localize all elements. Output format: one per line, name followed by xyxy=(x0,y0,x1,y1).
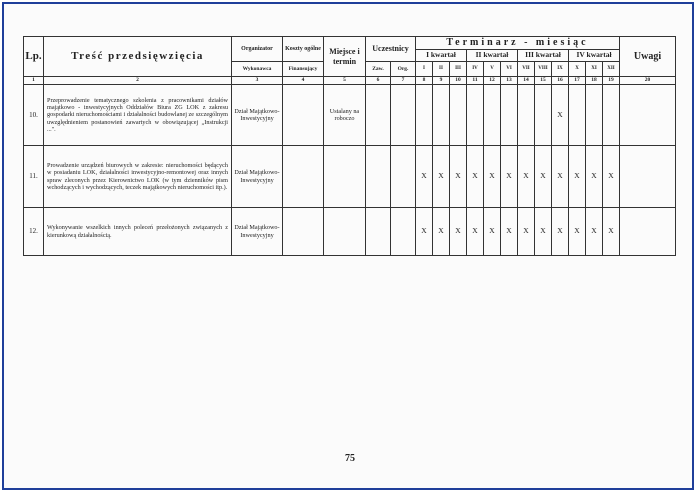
month-mark xyxy=(518,85,535,146)
header-quarter-3: III kwartał xyxy=(518,50,569,62)
header-finansujacy: Finansujący xyxy=(283,62,324,77)
header-month: IX xyxy=(552,62,569,77)
month-mark xyxy=(467,85,484,146)
row-org xyxy=(391,85,416,146)
header-month: II xyxy=(433,62,450,77)
month-mark: X xyxy=(569,208,586,256)
row-number: 11. xyxy=(24,146,44,208)
month-mark xyxy=(569,85,586,146)
column-number: 5 xyxy=(324,77,366,85)
month-mark xyxy=(535,85,552,146)
column-number: 7 xyxy=(391,77,416,85)
row-org xyxy=(391,208,416,256)
month-mark: X xyxy=(450,146,467,208)
month-mark: X xyxy=(552,208,569,256)
row-costs xyxy=(283,85,324,146)
header-organizator: Organizator xyxy=(232,37,283,62)
month-mark: X xyxy=(603,208,620,256)
month-mark xyxy=(484,85,501,146)
table-row xyxy=(24,146,676,208)
month-mark: X xyxy=(484,146,501,208)
month-mark: X xyxy=(586,146,603,208)
header-quarter-2: II kwartał xyxy=(467,50,518,62)
header-uwagi: Uwagi xyxy=(620,37,676,77)
row-term xyxy=(324,208,366,256)
month-mark xyxy=(433,85,450,146)
row-organizer: Dział Majątkowo-Inwestycyjny xyxy=(232,146,283,208)
row-zaw xyxy=(366,146,391,208)
month-mark xyxy=(416,85,433,146)
month-mark: X xyxy=(569,146,586,208)
column-number: 18 xyxy=(586,77,603,85)
header-zaw: Zaw. xyxy=(366,62,391,77)
header-month: XII xyxy=(603,62,620,77)
header-month: I xyxy=(416,62,433,77)
row-number: 12. xyxy=(24,208,44,256)
row-term xyxy=(324,146,366,208)
table-row xyxy=(24,208,676,256)
month-mark xyxy=(450,85,467,146)
row-description: Prowadzenie urządzeń biurowych w zakresie: nieruchomości będących w posiadaniu LOK, działalności inwestycyjno-remontowej oraz innych spraw zleconych przez Kierownictwo LOK (w tym dzienników pism wchodzących i wychodzących, teczek majątkowych nieruchomości itp.). xyxy=(44,146,232,208)
row-number: 10. xyxy=(24,85,44,146)
header-org: Org. xyxy=(391,62,416,77)
header-month: VII xyxy=(518,62,535,77)
row-costs xyxy=(283,146,324,208)
header-month: X xyxy=(569,62,586,77)
month-mark: X xyxy=(450,208,467,256)
month-mark: X xyxy=(467,146,484,208)
column-number: 20 xyxy=(620,77,676,85)
month-mark xyxy=(586,85,603,146)
row-notes xyxy=(620,85,676,146)
month-mark: X xyxy=(416,146,433,208)
column-number: 9 xyxy=(433,77,450,85)
month-mark: X xyxy=(484,208,501,256)
header-terminarz: Terminarz - miesiąc xyxy=(416,37,620,50)
page-number: 75 xyxy=(345,453,355,464)
row-term: Ustalany na roboczo xyxy=(324,85,366,146)
header-quarter-4: IV kwartał xyxy=(569,50,620,62)
row-notes xyxy=(620,146,676,208)
row-costs xyxy=(283,208,324,256)
row-zaw xyxy=(366,208,391,256)
header-month: VI xyxy=(501,62,518,77)
activity-plan-table xyxy=(23,36,676,256)
column-number: 1 xyxy=(24,77,44,85)
column-number: 19 xyxy=(603,77,620,85)
header-month: XI xyxy=(586,62,603,77)
column-number: 13 xyxy=(501,77,518,85)
header-wykonawca: Wykonawca xyxy=(232,62,283,77)
column-number: 17 xyxy=(569,77,586,85)
column-number: 14 xyxy=(518,77,535,85)
header-uczestnicy: Uczestnicy xyxy=(366,37,416,62)
month-mark: X xyxy=(552,146,569,208)
row-description: Wykonywanie wszelkich innych poleceń przełożonych związanych z kierunkową działalnością. xyxy=(44,208,232,256)
header-month: VIII xyxy=(535,62,552,77)
column-number: 16 xyxy=(552,77,569,85)
header-lp: Lp. xyxy=(24,37,44,77)
column-number: 4 xyxy=(283,77,324,85)
column-number: 11 xyxy=(467,77,484,85)
month-mark: X xyxy=(586,208,603,256)
month-mark: X xyxy=(552,85,569,146)
month-mark: X xyxy=(535,146,552,208)
row-zaw xyxy=(366,85,391,146)
month-mark: X xyxy=(518,208,535,256)
column-number: 12 xyxy=(484,77,501,85)
row-description: Przeprowadzenie tematycznego szkolenia z pracownikami działów majątkowo - inwestycyjnych Oddziałów Biura ZG LOK z zakresu gospodarki nieruchomościami i działalności budowlanej ze szczególnym uwzględnieniem postanowień zawartych w obowiązującej „Instrukcji ...". xyxy=(44,85,232,146)
header-koszty: Koszty ogólne xyxy=(283,37,324,62)
month-mark xyxy=(603,85,620,146)
column-number: 6 xyxy=(366,77,391,85)
month-mark: X xyxy=(603,146,620,208)
header-month: IV xyxy=(467,62,484,77)
header-month: V xyxy=(484,62,501,77)
month-mark: X xyxy=(501,208,518,256)
header-miejsce: Miejsce i termin xyxy=(324,37,366,77)
header-tresc: Treść przedsięwzięcia xyxy=(44,37,232,77)
row-organizer: Dział Majątkowo-Inwestycyjny xyxy=(232,85,283,146)
column-number: 2 xyxy=(44,77,232,85)
table-row xyxy=(24,85,676,146)
month-mark: X xyxy=(416,208,433,256)
month-mark: X xyxy=(467,208,484,256)
row-org xyxy=(391,146,416,208)
month-mark: X xyxy=(518,146,535,208)
month-mark: X xyxy=(535,208,552,256)
row-notes xyxy=(620,208,676,256)
column-number: 8 xyxy=(416,77,433,85)
column-number: 3 xyxy=(232,77,283,85)
month-mark xyxy=(501,85,518,146)
month-mark: X xyxy=(433,208,450,256)
header-quarter-1: I kwartał xyxy=(416,50,467,62)
header-month: III xyxy=(450,62,467,77)
column-number: 15 xyxy=(535,77,552,85)
month-mark: X xyxy=(501,146,518,208)
row-organizer: Dział Majątkowo-Inwestycyjny xyxy=(232,208,283,256)
column-number: 10 xyxy=(450,77,467,85)
month-mark: X xyxy=(433,146,450,208)
